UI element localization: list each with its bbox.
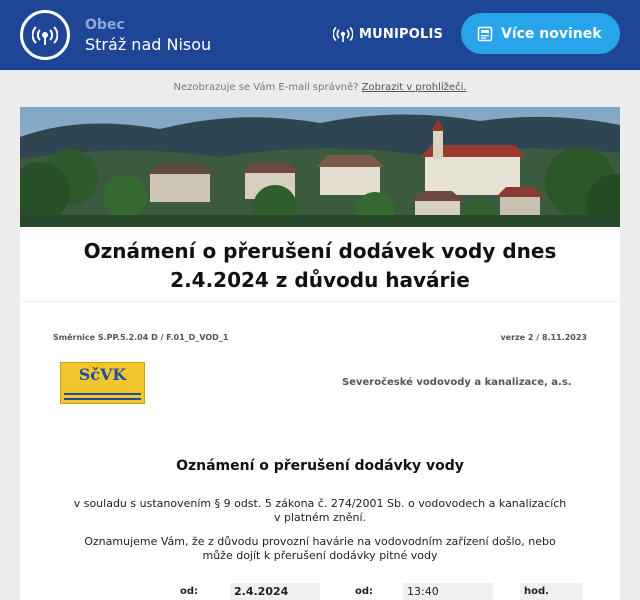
document-version: verze 2 / 8.11.2023 (500, 333, 587, 342)
article-card (20, 227, 620, 600)
date-from-value: 2.4.2024 (230, 583, 320, 600)
company-name: Severočeské vodovody a kanalizace, a.s. (342, 377, 572, 388)
municipality-logo[interactable] (20, 10, 70, 60)
scvk-logo-text: SčVK (78, 365, 127, 384)
hero-image (20, 107, 620, 227)
directive-code: Směrnice S.PP.5.2.04 D / F.01_D_VOD_1 (53, 333, 229, 342)
notice-paragraph: Oznamujeme Vám, že z důvodu provozní havárie na vodovodním zařízení došlo, nebo může dojít k přerušení dodávky pitné vody (84, 535, 556, 562)
article-title: Oznámení o přerušení dodávek vody dnes 2.4.2024 z důvodu havárie (83, 239, 557, 292)
more-news-button[interactable] (461, 13, 620, 54)
obec-label: Obec (85, 17, 125, 33)
hour-unit: hod. (520, 583, 582, 600)
logo-stripe (64, 393, 141, 395)
munipolis-brand[interactable] (333, 24, 443, 44)
munipolis-label: MUNIPOLIS (359, 26, 444, 42)
document-heading: Oznámení o přerušení dodávky vody (176, 458, 464, 474)
law-paragraph: v souladu s ustanovením § 9 odst. 5 zákona č. 274/2001 Sb. o vodovodech a kanalizacích v platném znění. (73, 497, 567, 524)
view-in-browser-link[interactable]: Zobrazit v prohlížeči. (361, 82, 467, 93)
date-from-label: od: (180, 586, 199, 597)
broadcast-icon (32, 22, 58, 48)
logo-stripe (64, 398, 141, 400)
divider (20, 301, 620, 302)
browser-view-notice (0, 82, 640, 93)
scvk-logo (60, 362, 145, 404)
newspaper-icon (477, 26, 493, 42)
municipality-name[interactable]: Stráž nad Nisou (85, 35, 212, 54)
more-news-label: Více novinek (501, 25, 602, 42)
notice-text: Nezobrazuje se Vám E-mail správně? (173, 82, 359, 93)
time-from-label: od: (355, 586, 374, 597)
munipolis-signal-icon (333, 24, 353, 44)
time-from-value: 13:40 (403, 583, 493, 600)
header-bar (0, 0, 640, 70)
